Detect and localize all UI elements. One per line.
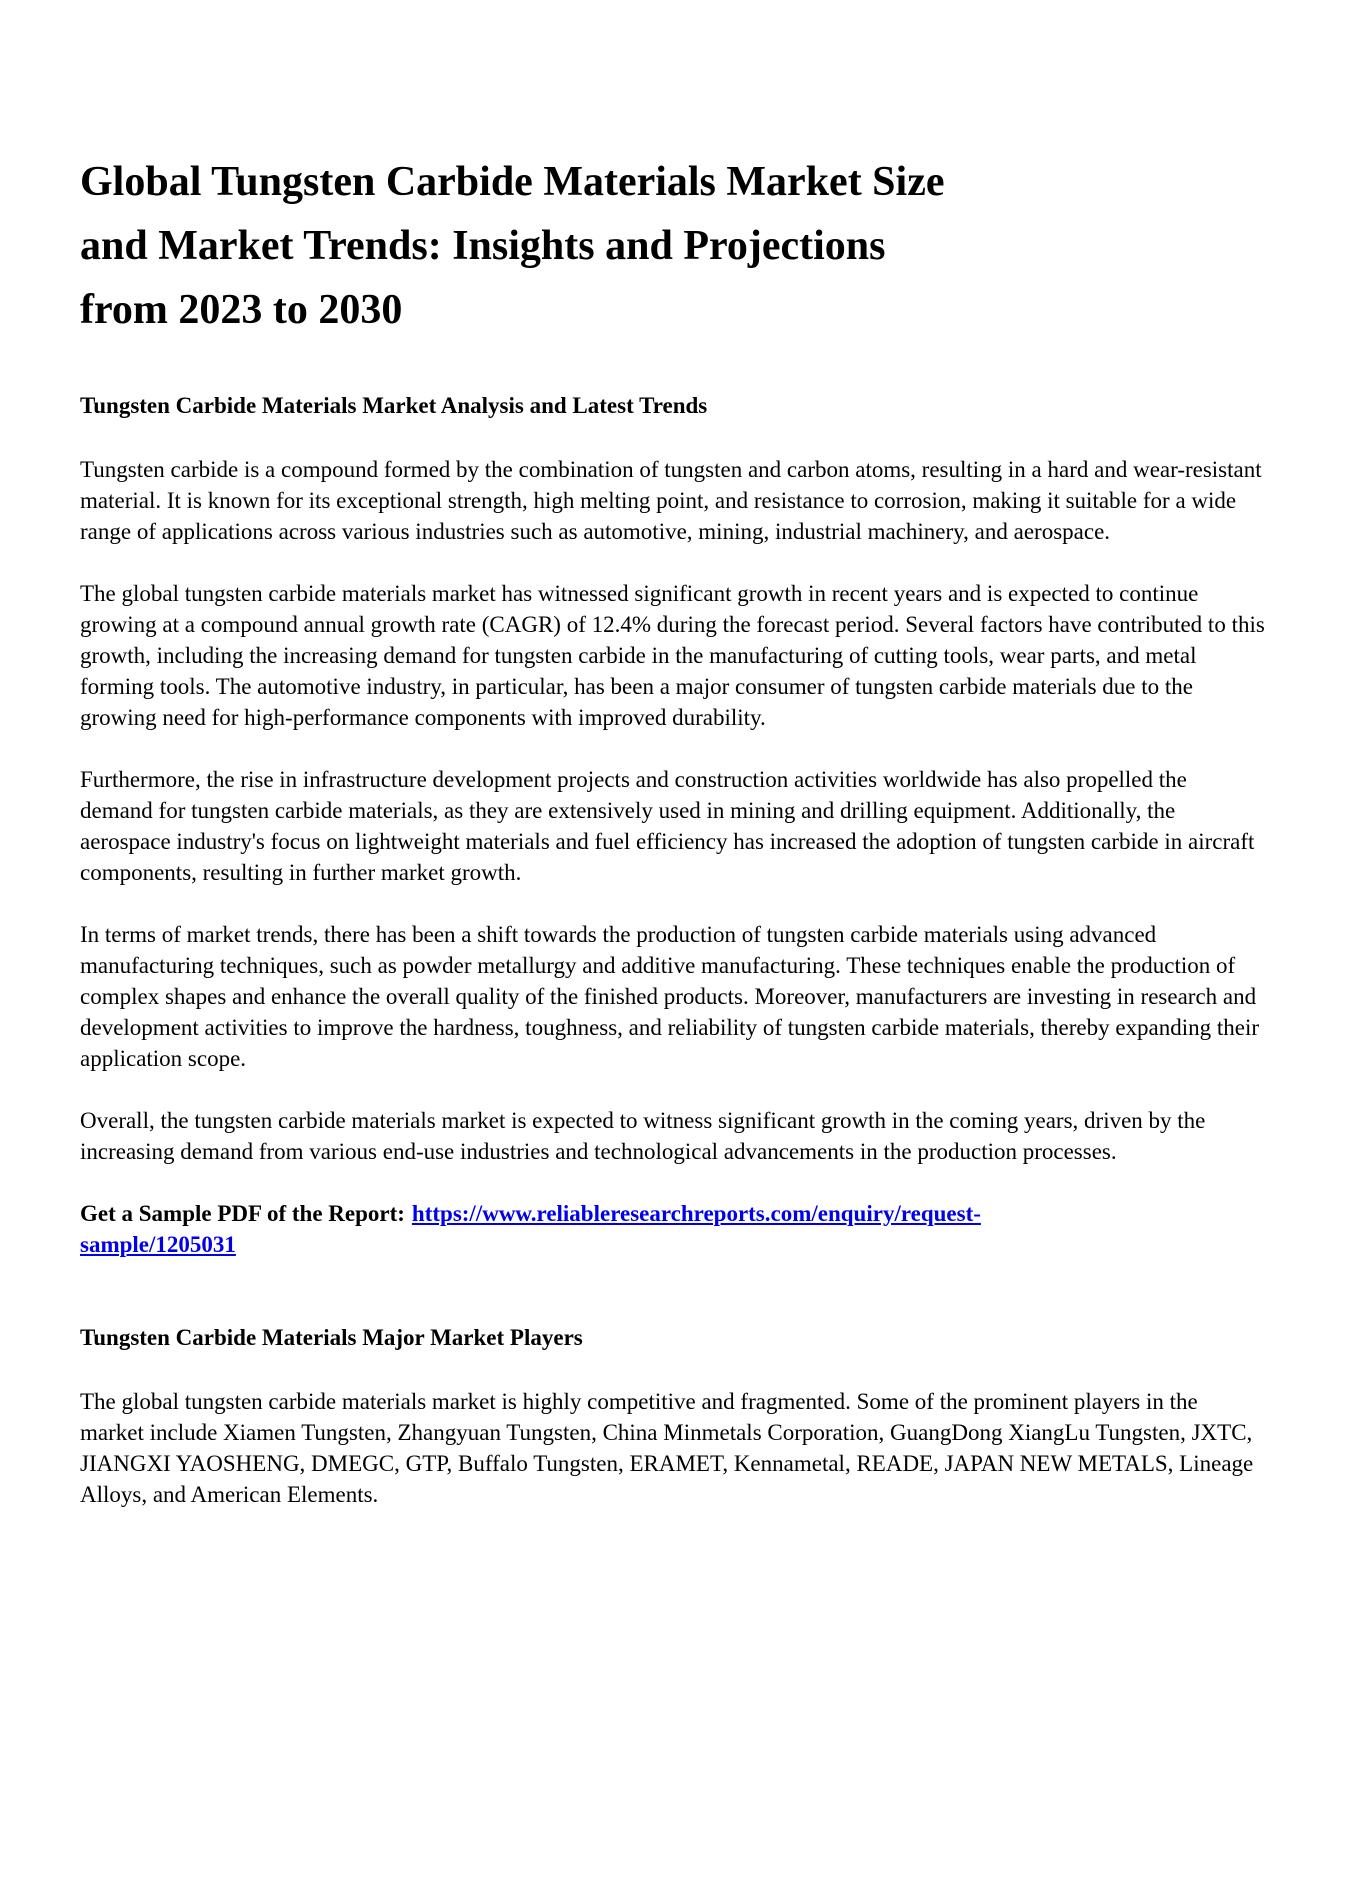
sample-report-line [80,1198,1265,1260]
paragraph-market-trends: In terms of market trends, there has been a shift towards the production of tungsten carbide materials using advanced manufacturing techniques, such as powder metallurgy and additive manufacturing. These techniques enable the production of complex shapes and enhance the overall quality of the finished products. Moreover, manufacturers are investing in research and development activities to improve the hardness, toughness, and reliability of tungsten carbide materials, thereby expanding their application scope. [80,922,1260,1071]
sample-report-label: Get a Sample PDF of the Report: [80,1201,405,1226]
page-title [80,150,1265,342]
sample-report-url-line-1[interactable]: https://www.reliableresearchreports.com/enquiry/request- [411,1201,981,1226]
paragraph-infrastructure-demand: Furthermore, the rise in infrastructure development projects and construction activities worldwide has also propelled the demand for tungsten carbide materials, as they are extensively used in mining and drilling equipment. Additionally, the aerospace industry's focus on lightweight materials and fuel efficiency has increased the adoption of tungsten carbide in aircraft components, resulting in further market growth. [80,767,1255,885]
paragraph-compound-intro: Tungsten carbide is a compound formed by the combination of tungsten and carbon atoms, resulting in a hard and wear-resistant material. It is known for its exceptional strength, high melting point, and resistance to corrosion, making it suitable for a wide range of applications across various industries such as automotive, mining, industrial machinery, and aerospace. [80,457,1262,544]
sample-report-url-line-2[interactable]: sample/1205031 [80,1232,236,1257]
paragraph-overall-outlook: Overall, the tungsten carbide materials market is expected to witness significant growth in the coming years, driven by the increasing demand from various end-use industries and technological advancements in the production processes. [80,1108,1206,1164]
section-heading-market-analysis: Tungsten Carbide Materials Market Analysis and Latest Trends [80,393,708,418]
page-title-line-1: Global Tungsten Carbide Materials Market Size [80,159,945,205]
page-title-line-3: from 2023 to 2030 [80,287,403,333]
paragraph-cagr-growth: The global tungsten carbide materials market has witnessed significant growth in recent years and is expected to continue growing at a compound annual growth rate (CAGR) of 12.4% during the forecast period. Several factors have contributed to this growth, including the increasing demand for tungsten carbide in the manufacturing of cutting tools, wear parts, and metal forming tools. The automotive industry, in particular, has been a major consumer of tungsten carbide materials due to the growing need for high-performance components with improved durability. [80,581,1265,730]
section-heading-major-market-players: Tungsten Carbide Materials Major Market Players [80,1325,583,1350]
paragraph-market-players: The global tungsten carbide materials market is highly competitive and fragmented. Some of the prominent players in the market include Xiamen Tungsten, Zhangyuan Tungsten, China Minmetals Corporation, GuangDong XiangLu Tungsten, JXTC, JIANGXI YAOSHENG, DMEGC, GTP, Buffalo Tungsten, ERAMET, Kennametal, READE, JAPAN NEW METALS, Lineage Alloys, and American Elements. [80,1389,1254,1507]
page-title-line-2: and Market Trends: Insights and Projections [80,223,886,269]
